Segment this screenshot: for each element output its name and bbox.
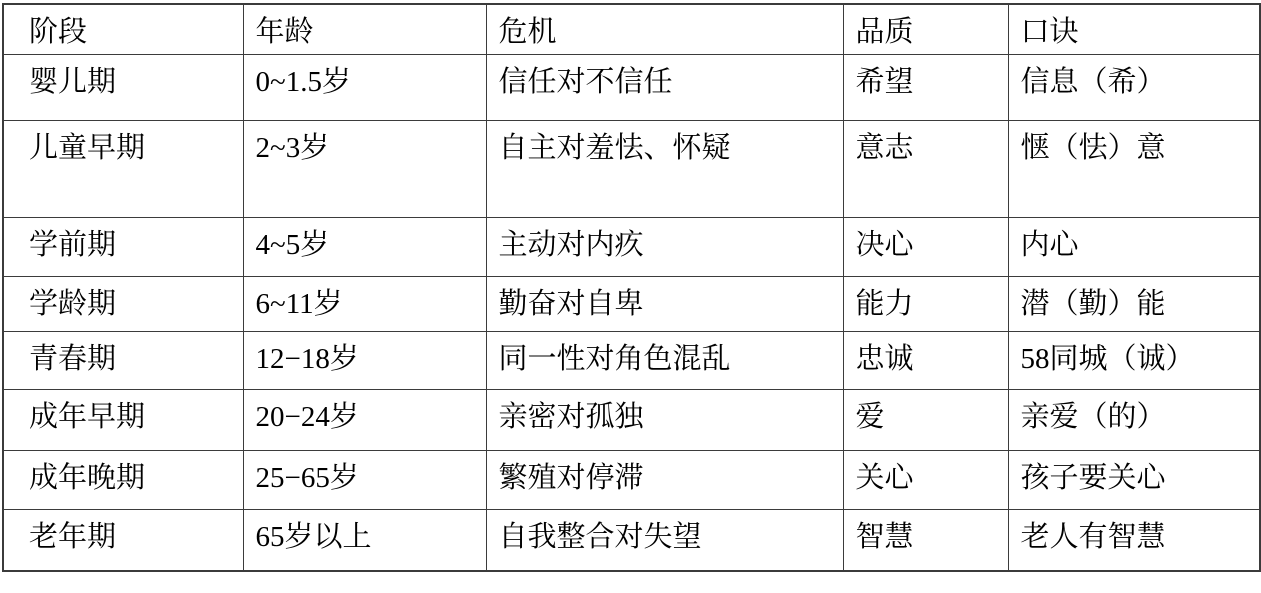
table-row bbox=[3, 277, 1260, 332]
cell-stage: 成年早期 bbox=[3, 390, 243, 451]
table-row bbox=[3, 218, 1260, 277]
cell-mnemonic: 孩子要关心 bbox=[1008, 451, 1260, 510]
cell-stage: 学前期 bbox=[3, 218, 243, 277]
cell-stage: 青春期 bbox=[3, 332, 243, 390]
cell-crisis: 主动对内疚 bbox=[486, 218, 843, 277]
cell-mnemonic: 亲爱（的） bbox=[1008, 390, 1260, 451]
cell-age: 12−18岁 bbox=[243, 332, 486, 390]
cell-age: 6~11岁 bbox=[243, 277, 486, 332]
cell-mnemonic: 58同城（诚） bbox=[1008, 332, 1260, 390]
cell-quality: 关心 bbox=[843, 451, 1008, 510]
cell-crisis: 自主对羞怯、怀疑 bbox=[486, 121, 843, 218]
cell-crisis: 信任对不信任 bbox=[486, 55, 843, 121]
cell-mnemonic: 老人有智慧 bbox=[1008, 510, 1260, 571]
cell-quality: 能力 bbox=[843, 277, 1008, 332]
cell-age: 65岁以上 bbox=[243, 510, 486, 571]
cell-age: 4~5岁 bbox=[243, 218, 486, 277]
table-row bbox=[3, 390, 1260, 451]
cell-age: 2~3岁 bbox=[243, 121, 486, 218]
cell-stage: 婴儿期 bbox=[3, 55, 243, 121]
table-row bbox=[3, 332, 1260, 390]
cell-crisis: 亲密对孤独 bbox=[486, 390, 843, 451]
table-row bbox=[3, 451, 1260, 510]
cell-mnemonic: 惬（怯）意 bbox=[1008, 121, 1260, 218]
header-row bbox=[3, 4, 1260, 55]
cell-quality: 希望 bbox=[843, 55, 1008, 121]
cell-age: 0~1.5岁 bbox=[243, 55, 486, 121]
header-cell-mnemonic: 口诀 bbox=[1008, 4, 1260, 55]
cell-stage: 儿童早期 bbox=[3, 121, 243, 218]
cell-mnemonic: 潜（勤）能 bbox=[1008, 277, 1260, 332]
table-row bbox=[3, 55, 1260, 121]
cell-mnemonic: 内心 bbox=[1008, 218, 1260, 277]
cell-quality: 爱 bbox=[843, 390, 1008, 451]
table-row bbox=[3, 510, 1260, 571]
cell-age: 25−65岁 bbox=[243, 451, 486, 510]
cell-quality: 智慧 bbox=[843, 510, 1008, 571]
header-cell-age: 年龄 bbox=[243, 4, 486, 55]
cell-crisis: 勤奋对自卑 bbox=[486, 277, 843, 332]
cell-stage: 学龄期 bbox=[3, 277, 243, 332]
header-cell-stage: 阶段 bbox=[3, 4, 243, 55]
cell-crisis: 同一性对角色混乱 bbox=[486, 332, 843, 390]
cell-quality: 决心 bbox=[843, 218, 1008, 277]
cell-crisis: 繁殖对停滞 bbox=[486, 451, 843, 510]
cell-quality: 忠诚 bbox=[843, 332, 1008, 390]
cell-stage: 成年晚期 bbox=[3, 451, 243, 510]
table-row bbox=[3, 121, 1260, 218]
cell-age: 20−24岁 bbox=[243, 390, 486, 451]
cell-quality: 意志 bbox=[843, 121, 1008, 218]
cell-mnemonic: 信息（希） bbox=[1008, 55, 1260, 121]
header-cell-crisis: 危机 bbox=[486, 4, 843, 55]
stages-table bbox=[2, 3, 1261, 572]
cell-stage: 老年期 bbox=[3, 510, 243, 571]
header-cell-quality: 品质 bbox=[843, 4, 1008, 55]
cell-crisis: 自我整合对失望 bbox=[486, 510, 843, 571]
